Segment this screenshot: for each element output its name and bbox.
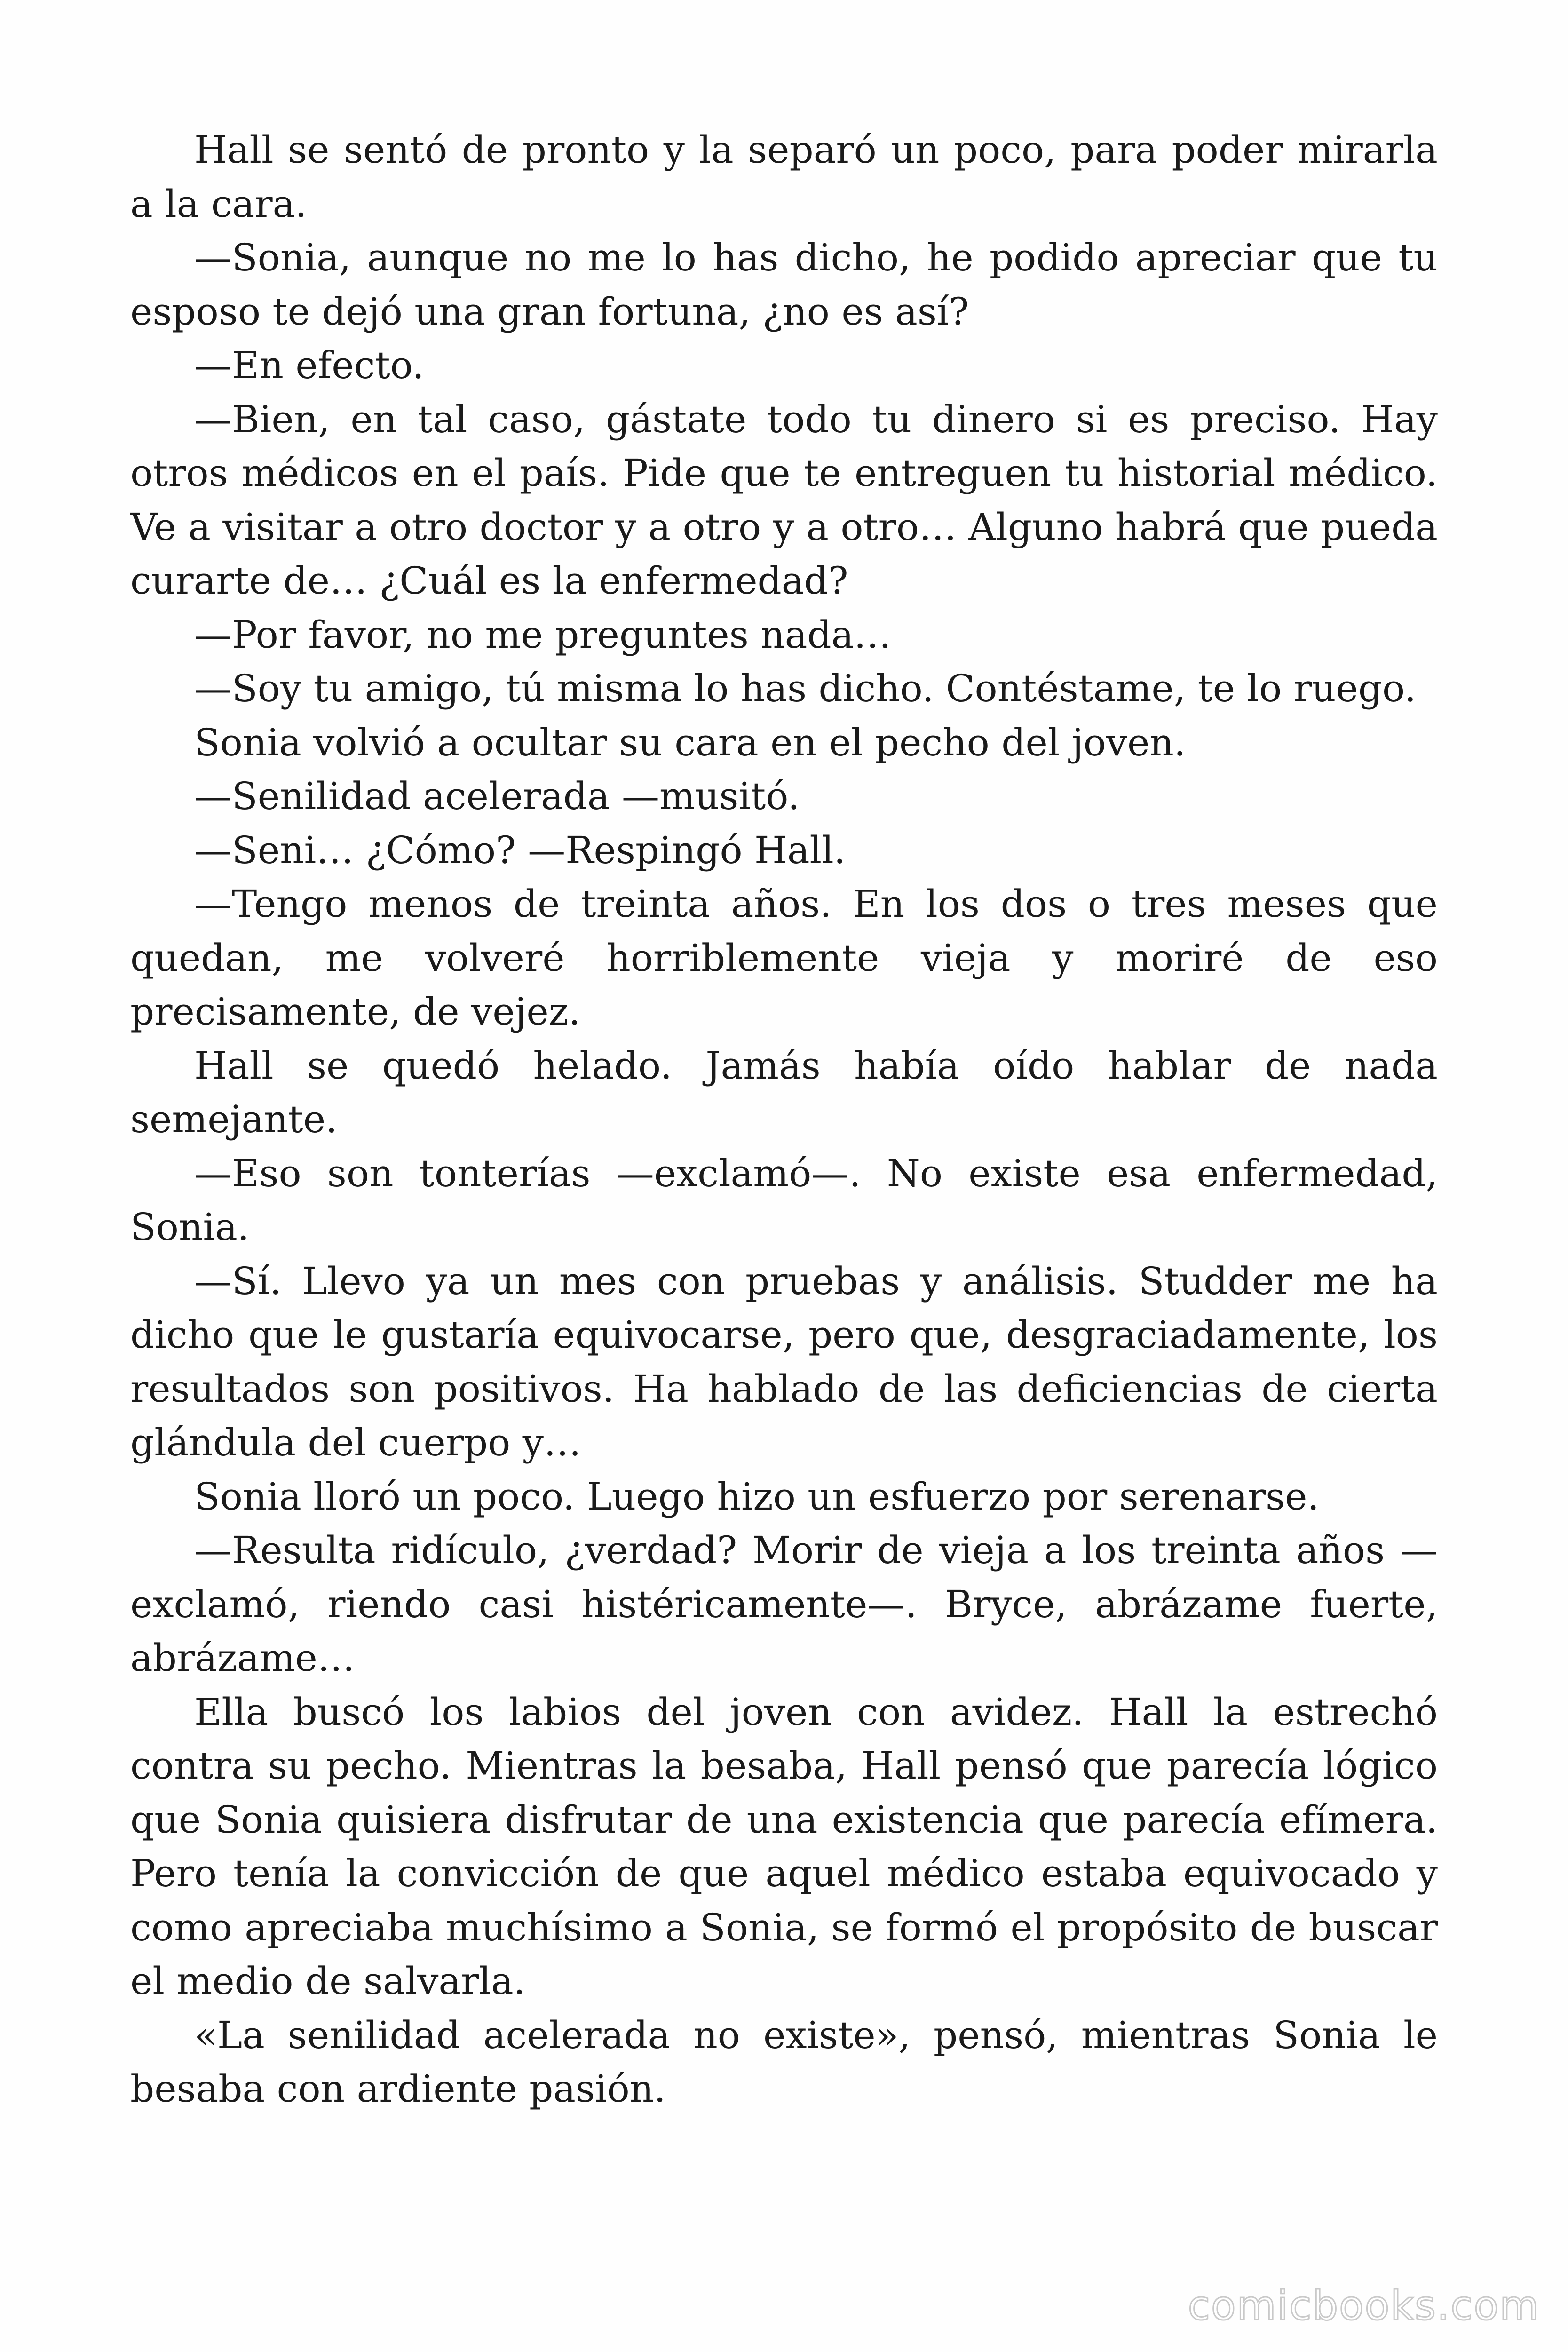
paragraph: —Por favor, no me preguntes nada…	[194, 612, 892, 657]
page-text	[130, 123, 1438, 2116]
paragraph: —Sí. Llevo ya un mes con pruebas y análisis. Studder me ha dicho que le gustaría equivocarse, pero que, desgraciadamente, los resultados son positivos. Ha hablado de las deficiencias de cierta glándula del cuerpo y…	[130, 1259, 1438, 1464]
paragraph: Hall se sentó de pronto y la separó un poco, para poder mirarla a la cara.	[130, 128, 1438, 226]
paragraph: —Eso son tonterías —exclamó—. No existe esa enfermedad, Sonia.	[130, 1151, 1438, 1249]
paragraph: —Seni… ¿Cómo? —Respingó Hall.	[194, 828, 846, 872]
paragraph: —Senilidad acelerada —musitó.	[194, 774, 800, 818]
paragraph: —Resulta ridículo, ¿verdad? Morir de vieja a los treinta años —exclamó, riendo casi histéricamente—. Bryce, abrázame fuerte, abrázame…	[130, 1528, 1438, 1680]
paragraph: Sonia volvió a ocultar su cara en el pecho del joven.	[194, 720, 1186, 764]
paragraph: Sonia lloró un poco. Luego hizo un esfuerzo por serenarse.	[194, 1474, 1319, 1518]
paragraph: —Tengo menos de treinta años. En los dos o tres meses que quedan, me volveré horriblemente vieja y moriré de eso precisamente, de vejez.	[130, 882, 1438, 1033]
paragraph: —Bien, en tal caso, gástate todo tu dinero si es preciso. Hay otros médicos en el país. Pide que te entreguen tu historial médico. Ve a visitar a otro doctor y a otro y a otro… Alguno habrá que pueda curarte de… ¿Cuál es la enfermedad?	[130, 397, 1438, 603]
paragraph: «La senilidad acelerada no existe», pensó, mientras Sonia le besaba con ardiente pasión.	[130, 2013, 1438, 2111]
paragraph: Ella buscó los labios del joven con avidez. Hall la estrechó contra su pecho. Mientras la besaba, Hall pensó que parecía lógico que Sonia quisiera disfrutar de una existencia que parecía efímera. Pero tenía la convicción de que aquel médico estaba equivocado y como apreciaba muchísimo a Sonia, se formó el propósito de buscar el medio de salvarla.	[130, 1690, 1438, 2003]
paragraph: —En efecto.	[194, 343, 424, 387]
paragraph: —Soy tu amigo, tú misma lo has dicho. Contéstame, te lo ruego.	[194, 667, 1417, 710]
paragraph: Hall se quedó helado. Jamás había oído hablar de nada semejante.	[130, 1043, 1438, 1141]
watermark: comicbooks.com	[1188, 2282, 1540, 2329]
paragraph: —Sonia, aunque no me lo has dicho, he podido apreciar que tu esposo te dejó una gran fortuna, ¿no es así?	[130, 236, 1438, 334]
